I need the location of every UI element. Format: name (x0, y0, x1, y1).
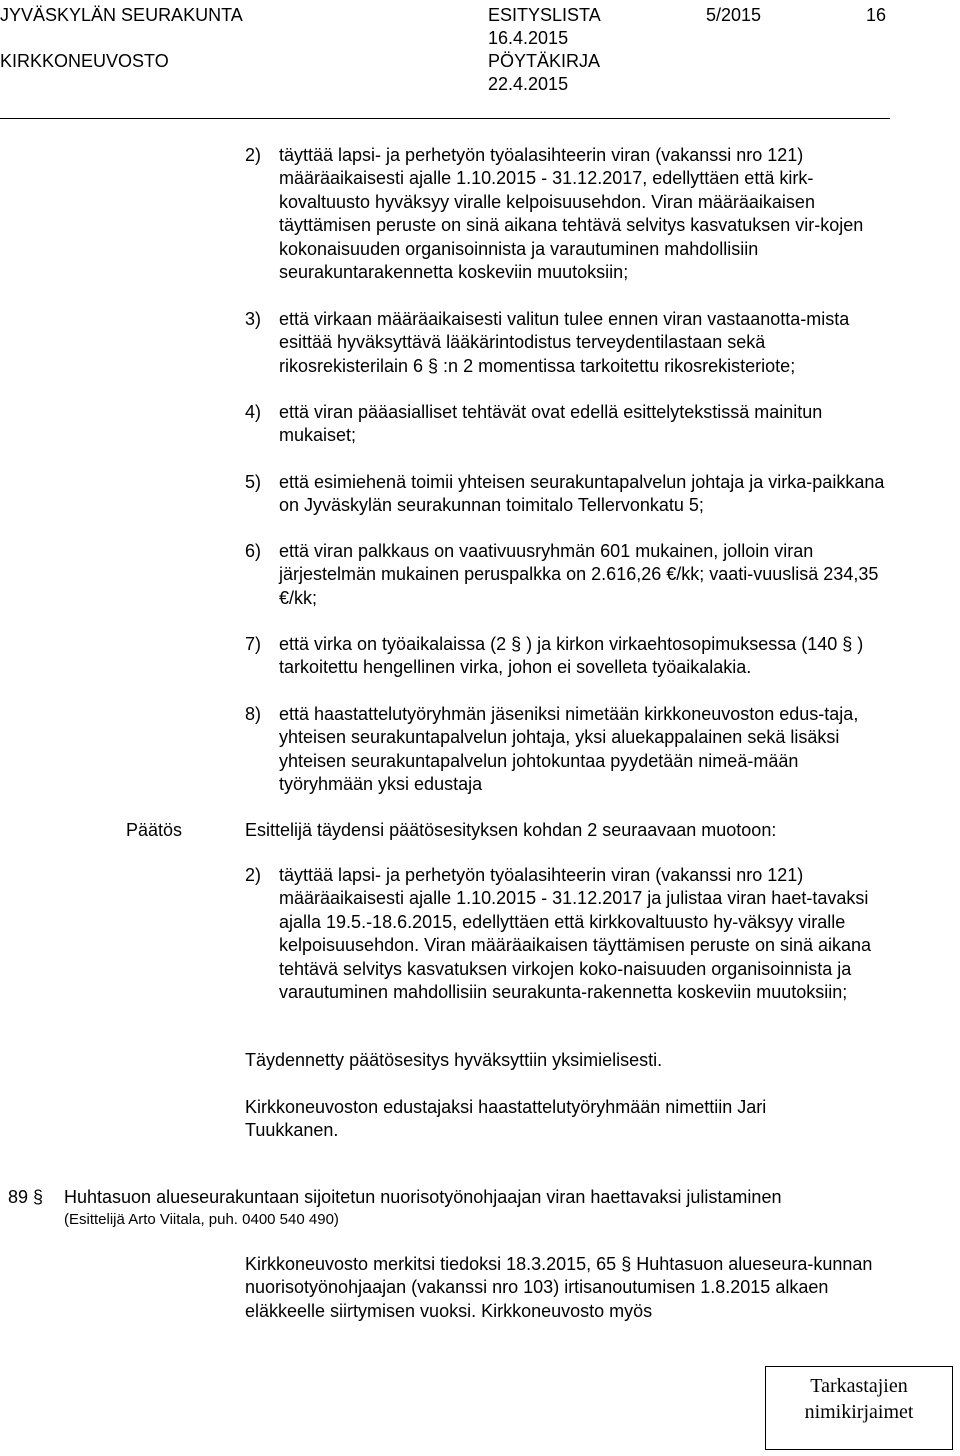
item-text: että haastattelutyöryhmän jäseniksi nimetään kirkkoneuvoston edus-taja, yhteisen seurakuntapalvelun johtaja, yksi aluekappalainen sekä lisäksi yhteisen seurakuntapalvelun johtokuntaa pyydetään nimeä-mään työryhmään yksi edustaja (279, 704, 859, 795)
proposal-item-8 (245, 703, 895, 797)
proposal-item-5 (245, 471, 895, 518)
proposal-item-4 (245, 401, 895, 448)
page-number: 16 (866, 5, 887, 25)
stamp-line-1: Tarkastajien (810, 1375, 908, 1397)
proposal-item-2 (245, 144, 895, 284)
proposal-item-3 (245, 308, 895, 378)
organization-name: JYVÄSKYLÄN SEURAKUNTA (0, 5, 243, 25)
decision-amended-item (245, 864, 895, 1004)
item-text: täyttää lapsi- ja perhetyön työalasihteerin viran (vakanssi nro 121) määräaikaisesti ajalle 1.10.2015 - 31.12.2017, edellyttäen että kirk-kovaltuusto hyväksyy viralle kelpoisuusehdon. Viran määräaikaisen täyttämisen peruste on sinä aikana tehtävä selvitys kasvatuksen vir-kojen kokonaisuuden organisoinnista ja varautuminen mahdollisiin seurakuntarakennetta koskeviin muutoksiin; (279, 145, 864, 283)
section-number: 89 § (8, 1187, 44, 1207)
minutes-label: PÖYTÄKIRJA (488, 51, 601, 71)
header-divider (0, 118, 890, 119)
item-text: että virkaan määräaikaisesti valitun tulee ennen viran vastaanotta-mista esittää hyväksyttävä lääkärintodistus terveydentilastaan sekä rikosrekisterilain 6 § :n 2 momentissa tarkoitettu rikosrekisteriote; (279, 309, 850, 376)
proposal-item-6 (245, 540, 895, 610)
item-text: että virka on työaikalaissa (2 § ) ja kirkon virkaehtosopimuksessa (140 § ) tarkoitettu hengellinen virka, johon ei sovelleta työaikalakia. (279, 634, 864, 678)
item-number: 2) (245, 865, 262, 885)
item-number: 8) (245, 704, 262, 724)
decision-intro: Esittelijä täydensi päätösesityksen kohdan 2 seuraavaan muotoon: (245, 820, 777, 840)
section-title: Huhtasuon alueseurakuntaan sijoitetun nuorisotyönohjaajan viran haettavaksi julistaminen (64, 1187, 782, 1207)
item-number: 5) (245, 472, 262, 492)
issue-number: 5/2015 (706, 5, 762, 25)
section-body: Kirkkoneuvosto merkitsi tiedoksi 18.3.2015, 65 § Huhtasuon alueseura-kunnan nuorisotyönohjaajan (vakanssi nro 103) irtisanoutumisen 1.8.2015 alkaen eläkkeelle siirtymisen vuoksi. Kirkkoneuvosto myös (245, 1254, 873, 1321)
item-number: 7) (245, 634, 262, 654)
proposal-item-7 (245, 633, 895, 680)
section-presenter: (Esittelijä Arto Viitala, puh. 0400 540 490) (64, 1211, 339, 1228)
agenda-date: 16.4.2015 (488, 28, 569, 48)
decision-label: Päätös (126, 820, 183, 840)
item-text: että viran palkkaus on vaativuusryhmän 601 mukainen, jolloin viran järjestelmän mukainen peruspalkka on 2.616,26 €/kk; vaati-vuuslisä 234,35 €/kk; (279, 541, 879, 608)
item-text: täyttää lapsi- ja perhetyön työalasihteerin viran (vakanssi nro 121) määräaikaisesti ajalle 1.10.2015 - 31.12.2017 ja julistaa viran haet-tavaksi ajalla 19.5.-18.6.2015, edellyttäen että kirkkovaltuusto hy-väksyy viralle kelpoisuusehdon. Viran määräaikaisen täyttämisen peruste on sinä aikana tehtävä selvitys kasvatuksen virkojen koko-naisuuden organisoinnista ja varautuminen mahdollisiin seurakunta-rakennetta koskeviin muutoksiin; (279, 865, 872, 1003)
minutes-date: 22.4.2015 (488, 74, 569, 94)
item-number: 2) (245, 145, 262, 165)
decision-representative: Kirkkoneuvoston edustajaksi haastattelutyöryhmään nimettiin Jari Tuukkanen. (245, 1097, 767, 1141)
decision-approved: Täydennetty päätösesitys hyväksyttiin yksimielisesti. (245, 1050, 663, 1070)
reviewer-initials-box (765, 1366, 953, 1450)
item-number: 3) (245, 309, 262, 329)
item-number: 4) (245, 402, 262, 422)
agenda-label: ESITYSLISTA (488, 5, 601, 25)
body-name: KIRKKONEUVOSTO (0, 51, 169, 71)
item-text: että viran pääasialliset tehtävät ovat edellä esittelytekstissä mainitun mukaiset; (279, 402, 823, 446)
stamp-line-2: nimikirjaimet (804, 1401, 914, 1423)
item-number: 6) (245, 541, 262, 561)
item-text: että esimiehenä toimii yhteisen seurakuntapalvelun johtaja ja virka-paikkana on Jyväskylän seurakunnan toimitalo Tellervonkatu 5; (279, 472, 885, 516)
